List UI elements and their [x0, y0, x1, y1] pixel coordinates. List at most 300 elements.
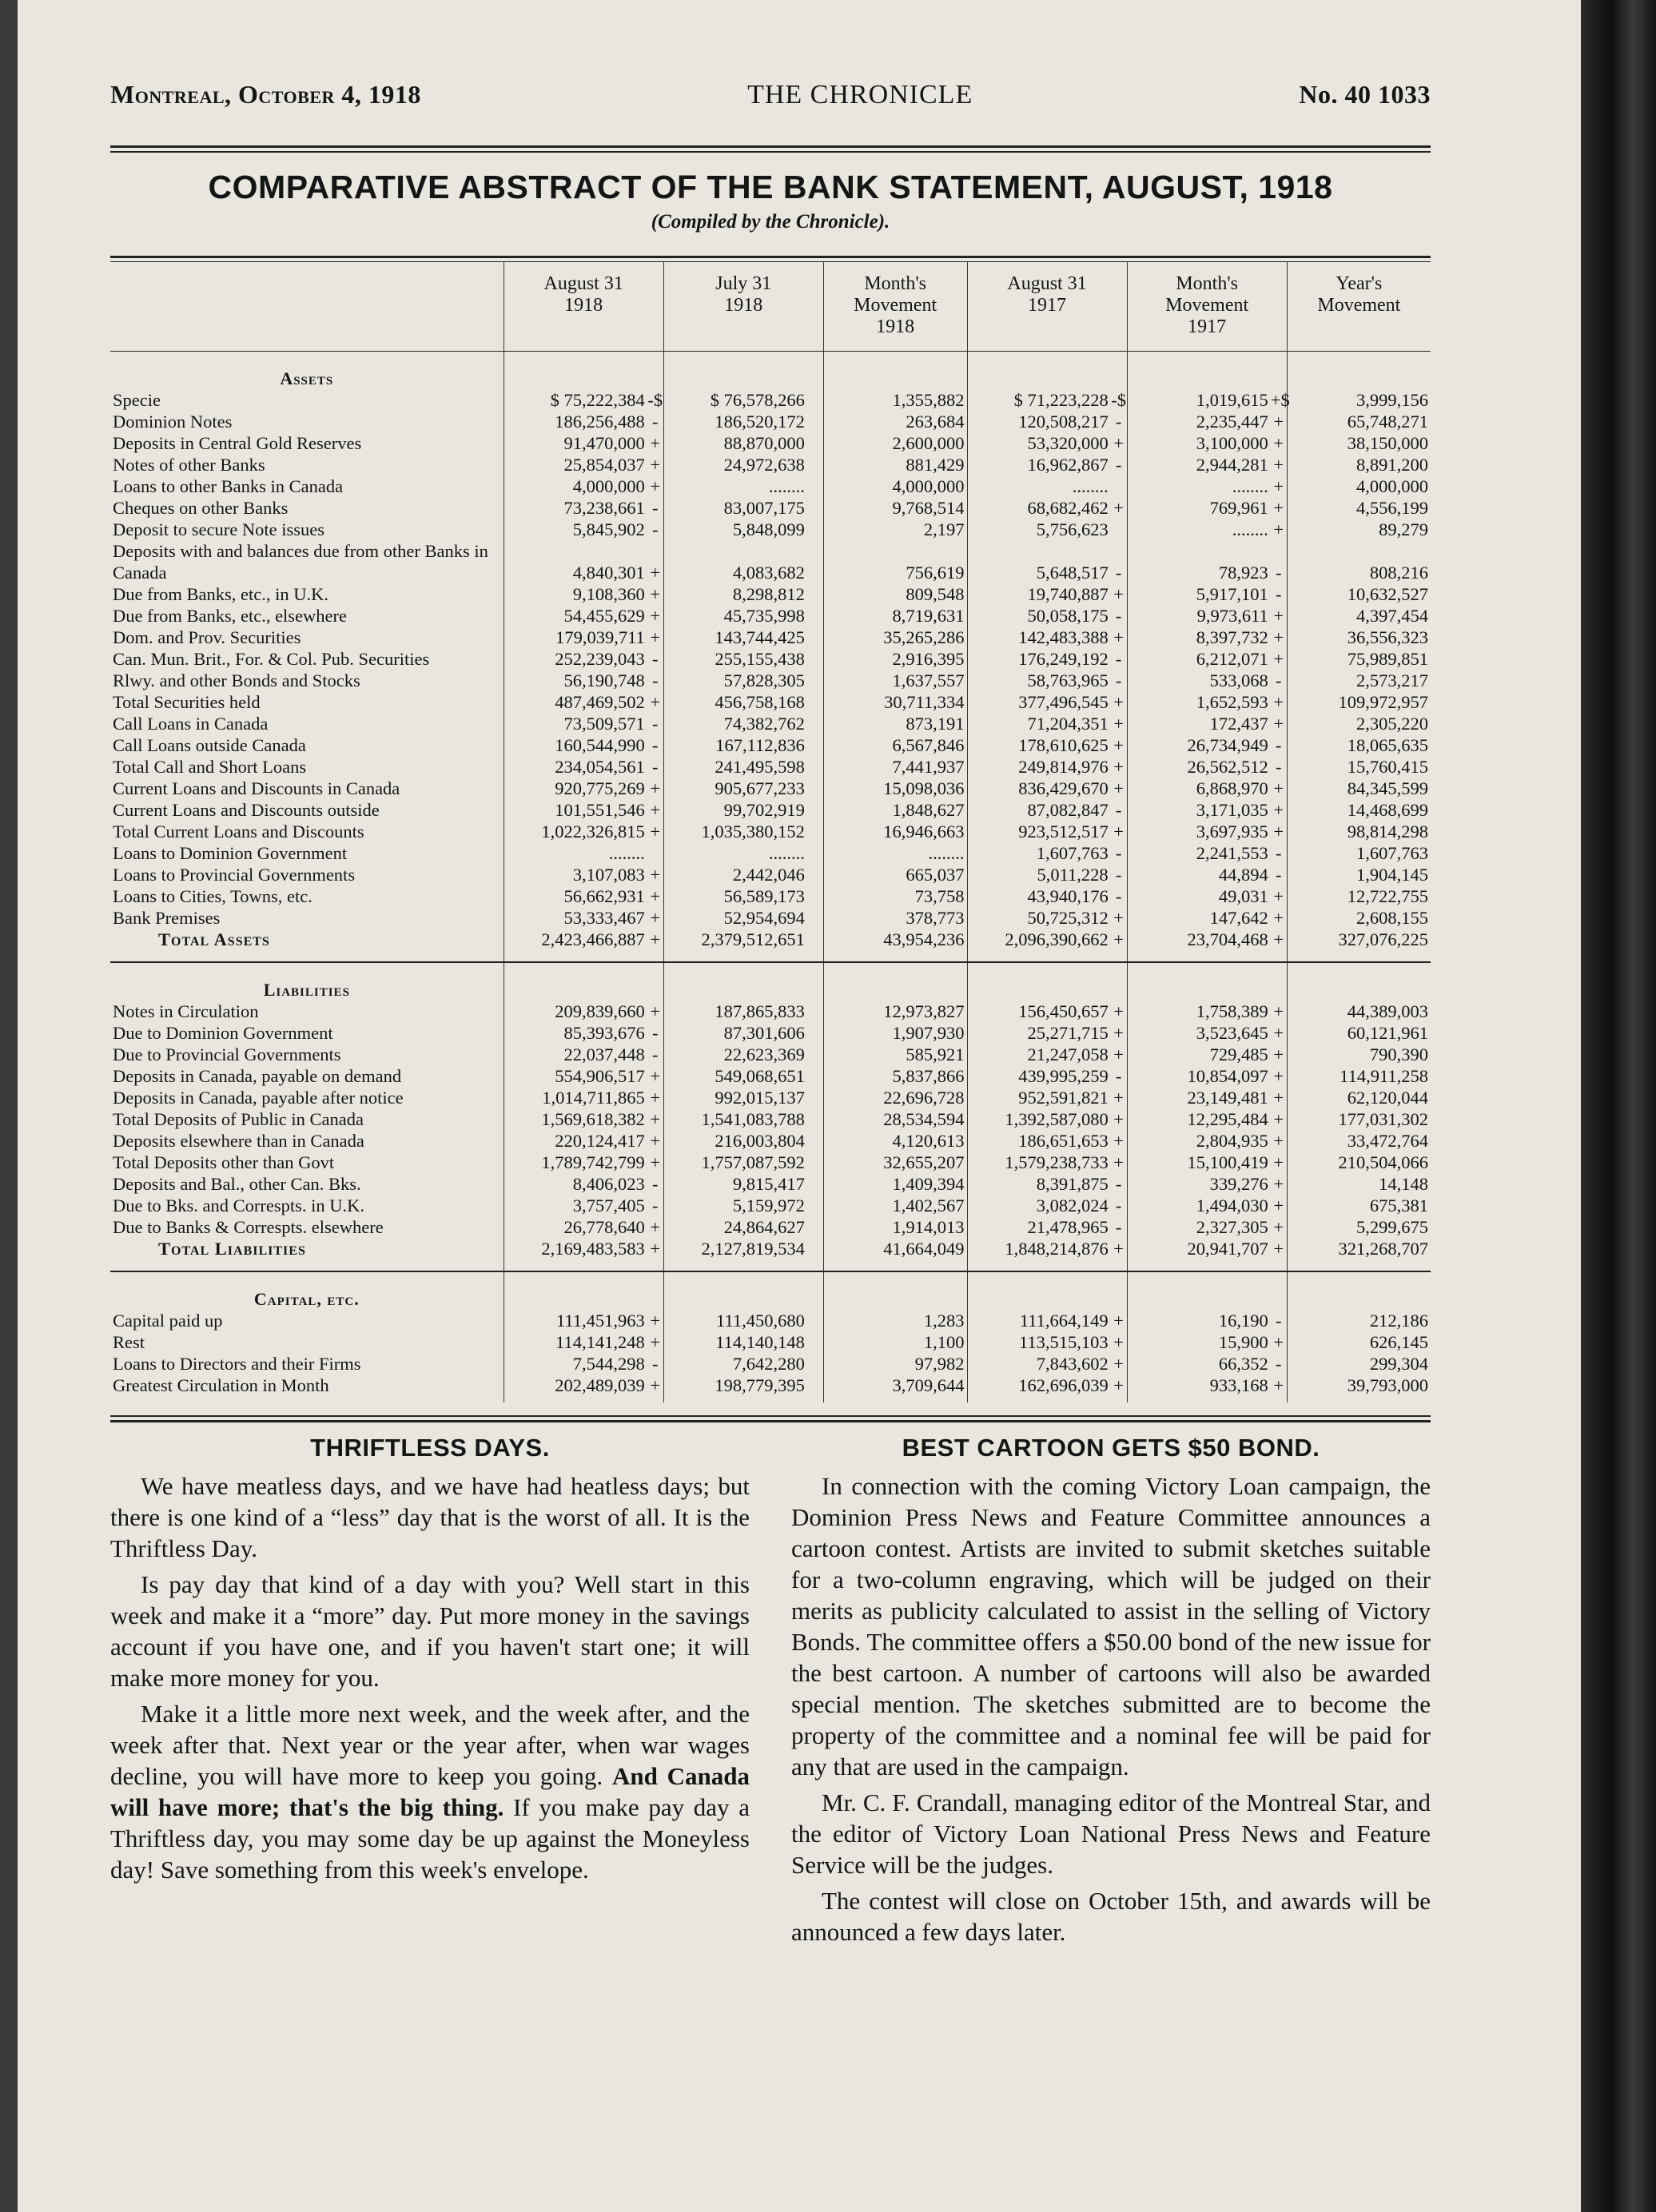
cell-year-movement: 44,389,003 [1287, 1001, 1431, 1022]
sign-month-1918: - [652, 735, 659, 755]
cell-month-movement-1917: 933,168 [1127, 1375, 1271, 1396]
section-heading-cell [1111, 352, 1127, 390]
cell-year-movement: 5,299,675 [1287, 1216, 1431, 1238]
cell-aug-1918: 111,451,963 [504, 1310, 647, 1331]
row-label: Deposits with and balances due from other Banks in Canada [113, 541, 488, 583]
cell-month-movement-1918: 809,548 [823, 583, 967, 605]
cell-aug-1917: 176,249,192 [967, 648, 1111, 670]
table-row [110, 1173, 1431, 1195]
sign-month-1918: + [650, 1332, 661, 1352]
divider-cell [1127, 1259, 1271, 1271]
cell-aug-1918: 252,239,043 [504, 648, 647, 670]
sign-month-1918: + [650, 433, 661, 453]
sign-month-1917: + [1113, 1088, 1124, 1108]
cell-jul-1918: 74,382,762 [663, 713, 807, 734]
cell-year-movement: 1,607,763 [1287, 842, 1431, 864]
table-row [110, 885, 1431, 907]
row-label: Total Liabilities [158, 1239, 306, 1259]
sign-month-1918: - [652, 1174, 659, 1194]
cell-year-movement: 4,397,454 [1287, 605, 1431, 627]
cell-aug-1917: 58,763,965 [967, 670, 1111, 691]
cell-month-movement-1917: 2,235,447 [1127, 411, 1271, 432]
cell-month-movement-1917: 533,068 [1127, 670, 1271, 691]
cell-month-movement-1917: ........ [1127, 519, 1271, 540]
sign-year: + [1273, 1196, 1284, 1215]
cell-jul-1918: 83,007,175 [663, 497, 807, 519]
table-row [110, 519, 1431, 540]
section-heading-cell [807, 352, 823, 390]
sign-month-1918: - [652, 1023, 659, 1043]
cell-aug-1917: 1,607,763 [967, 842, 1111, 864]
sign-spacer [807, 929, 823, 950]
cell-aug-1918: 56,662,931 [504, 885, 647, 907]
cell-aug-1917: 186,651,653 [967, 1130, 1111, 1152]
section-heading-cell [1287, 1271, 1431, 1310]
sign-year: + [1273, 1023, 1284, 1043]
sign-month-1917: + [1113, 1023, 1124, 1043]
cell-aug-1917: 19,740,887 [967, 583, 1111, 605]
row-label: Notes in Circulation [113, 1001, 259, 1021]
section-heading-cell [967, 962, 1111, 1001]
cell-jul-1918: 99,702,919 [663, 799, 807, 821]
cell-aug-1917: 16,962,867 [967, 454, 1111, 475]
section-heading-cell [1127, 352, 1271, 390]
table-row [110, 821, 1431, 842]
cell-aug-1918: 7,544,298 [504, 1353, 647, 1375]
sign-month-1918: + [650, 822, 661, 841]
table-row [110, 1353, 1431, 1375]
cell-aug-1917: 50,058,175 [967, 605, 1111, 627]
sign-month-1917: + [1113, 1332, 1124, 1352]
sign-month-1918: - [652, 714, 659, 734]
row-label: Notes of other Banks [113, 455, 265, 475]
sign-month-1918: + [650, 563, 661, 583]
row-label: Due from Banks, etc., elsewhere [113, 606, 348, 626]
sign-month-1918: + [650, 929, 661, 949]
sign-month-1917: - [1115, 1174, 1122, 1194]
table-row [110, 691, 1431, 713]
section-heading-cell [1271, 1271, 1287, 1310]
cell-month-movement-1917: 1,758,389 [1127, 1001, 1271, 1022]
table-row [110, 605, 1431, 627]
sign-month-1918: + [650, 584, 661, 604]
sign-spacer [807, 821, 823, 842]
sign-spacer [807, 907, 823, 929]
cell-month-movement-1918: 585,921 [823, 1044, 967, 1065]
cell-aug-1917: 113,515,103 [967, 1331, 1111, 1353]
sign-spacer [807, 1130, 823, 1152]
column-header-month-movement-1918: Month's Movement 1918 [823, 262, 967, 352]
sign-year: + [1273, 1044, 1284, 1064]
article-title: BEST CARTOON GETS $50 BOND. [902, 1434, 1320, 1462]
sign-year: - [1275, 584, 1282, 604]
cell-aug-1917: 7,843,602 [967, 1353, 1111, 1375]
statement-title: COMPARATIVE ABSTRACT OF THE BANK STATEMENT, AUGUST, 1918 [208, 169, 1333, 205]
cell-aug-1918: 220,124,417 [504, 1130, 647, 1152]
divider-cell [663, 950, 807, 962]
statement-body [110, 352, 1431, 1403]
sign-month-1918: - [652, 1196, 659, 1215]
divider-cell [1287, 950, 1431, 962]
sign-month-1918: + [650, 476, 661, 496]
cell-month-movement-1917: 26,734,949 [1127, 734, 1271, 756]
section-heading: Liabilities [263, 980, 350, 1000]
table-row [110, 1195, 1431, 1216]
sign-month-1918: + [650, 886, 661, 906]
sign-year: - [1275, 670, 1282, 690]
table-row [110, 929, 1431, 950]
sign-month-1917: + [1113, 1239, 1124, 1259]
cell-aug-1918: 1,014,711,865 [504, 1087, 647, 1108]
section-heading-cell [647, 352, 663, 390]
sign-year: - [1275, 865, 1282, 885]
section-heading-cell [1127, 1271, 1271, 1310]
section-heading-cell [1287, 352, 1431, 390]
cell-jul-1918: 1,035,380,152 [663, 821, 807, 842]
page-content [110, 80, 1431, 1952]
cell-year-movement: 321,268,707 [1287, 1238, 1431, 1259]
cell-jul-1918: 114,140,148 [663, 1331, 807, 1353]
sign-month-1918: + [650, 778, 661, 798]
pad-cell [663, 1396, 807, 1402]
table-row [110, 497, 1431, 519]
divider-cell [1271, 950, 1287, 962]
cell-aug-1917: 87,082,847 [967, 799, 1111, 821]
row-label: Loans to Cities, Towns, etc. [113, 886, 312, 906]
cell-month-movement-1917: ........ [1127, 475, 1271, 497]
section-heading: Capital, etc. [253, 1289, 360, 1309]
cell-jul-1918: 187,865,833 [663, 1001, 807, 1022]
sign-month-1918: + [650, 1239, 661, 1259]
cell-month-movement-1917: 2,241,553 [1127, 842, 1271, 864]
cell-year-movement: 2,608,155 [1287, 907, 1431, 929]
sign-spacer [807, 648, 823, 670]
cell-month-movement-1918: 1,914,013 [823, 1216, 967, 1238]
sign-spacer [807, 1108, 823, 1130]
divider-cell [663, 1259, 807, 1271]
cell-aug-1917: 5,648,517 [967, 540, 1111, 583]
cell-aug-1917: 21,478,965 [967, 1216, 1111, 1238]
cell-aug-1918: 22,037,448 [504, 1044, 647, 1065]
article-thriftless-days [110, 1430, 750, 1952]
cell-aug-1917: 25,271,715 [967, 1022, 1111, 1044]
bank-statement-table [110, 262, 1431, 1402]
divider-cell [1111, 1259, 1127, 1271]
table-row [110, 1001, 1431, 1022]
cell-year-movement: 60,121,961 [1287, 1022, 1431, 1044]
section-heading-cell [967, 352, 1111, 390]
cell-jul-1918: 255,155,438 [663, 648, 807, 670]
cell-month-movement-1918: 756,619 [823, 540, 967, 583]
table-row [110, 1022, 1431, 1044]
cell-month-movement-1918: 665,037 [823, 864, 967, 885]
cell-year-movement: 98,814,298 [1287, 821, 1431, 842]
sign-spacer [807, 1238, 823, 1259]
sign-month-1917: + [1113, 1044, 1124, 1064]
cell-jul-1918: 2,442,046 [663, 864, 807, 885]
cell-month-movement-1918: 9,768,514 [823, 497, 967, 519]
sign-month-1918: + [650, 1217, 661, 1237]
cell-aug-1918: 53,333,467 [504, 907, 647, 929]
cell-month-movement-1918: 32,655,207 [823, 1152, 967, 1173]
cell-jul-1918: 22,623,369 [663, 1044, 807, 1065]
cell-jul-1918: 2,127,819,534 [663, 1238, 807, 1259]
cell-aug-1918: 209,839,660 [504, 1001, 647, 1022]
cell-jul-1918: 24,972,638 [663, 454, 807, 475]
sign-month-1917: - [1115, 843, 1122, 863]
cell-aug-1918: 202,489,039 [504, 1375, 647, 1396]
table-row [110, 1310, 1431, 1331]
cell-month-movement-1917: 5,917,101 [1127, 583, 1271, 605]
sign-year: + [1273, 1332, 1284, 1352]
table-row [110, 1331, 1431, 1353]
sign-month-1917: + [1113, 908, 1124, 928]
cell-jul-1918: 198,779,395 [663, 1375, 807, 1396]
sign-year: - [1275, 735, 1282, 755]
sign-month-1917: + [1113, 498, 1124, 518]
sign-month-1917: - [1115, 800, 1122, 820]
row-label: Capital paid up [113, 1311, 223, 1331]
section-heading-cell [663, 962, 807, 1001]
cell-aug-1918: 26,778,640 [504, 1216, 647, 1238]
row-label: Deposit to secure Note issues [113, 519, 324, 539]
cell-aug-1917: 5,756,623 [967, 519, 1111, 540]
cell-jul-1918: 905,677,233 [663, 778, 807, 799]
section-heading-cell [647, 962, 663, 1001]
sign-spacer [807, 734, 823, 756]
cell-jul-1918: ........ [663, 842, 807, 864]
sign-year: + [1273, 800, 1284, 820]
cell-month-movement-1918: 4,120,613 [823, 1130, 967, 1152]
row-label: Call Loans outside Canada [113, 735, 306, 755]
sign-spacer [807, 756, 823, 778]
cell-aug-1918: 186,256,488 [504, 411, 647, 432]
cell-aug-1918: 1,789,742,799 [504, 1152, 647, 1173]
cell-year-movement: 10,632,527 [1287, 583, 1431, 605]
sign-year: + [1273, 519, 1284, 539]
article-paragraph: In connection with the coming Victory Loan campaign, the Dominion Press News and Feature Committee announces a cartoon contest. Artists are invited to submit sketches suitable for a two-column engraving, which will be judged on their merits as publicity calculated to assist in the selling of Victory Bonds. The committee offers a $50.00 bond of the new issue for the best cartoon. A number of cartoons will also be awarded special mention. The sketches submitted are to become the property of the committee and a nominal fee will be paid for any that are used in the campaign. [791, 1472, 1431, 1780]
cell-year-movement: 15,760,415 [1287, 756, 1431, 778]
cell-year-movement: 2,573,217 [1287, 670, 1431, 691]
sign-month-1917: - [1115, 563, 1122, 583]
cell-aug-1917: 120,508,217 [967, 411, 1111, 432]
cell-month-movement-1917: 1,494,030 [1127, 1195, 1271, 1216]
cell-aug-1918: 4,000,000 [504, 475, 647, 497]
cell-month-movement-1917: 78,923 [1127, 540, 1271, 583]
table-row [110, 1238, 1431, 1259]
cell-month-movement-1917: 26,562,512 [1127, 756, 1271, 778]
article-best-cartoon [791, 1430, 1431, 1952]
section-heading-cell [823, 352, 967, 390]
cell-month-movement-1918: 43,954,236 [823, 929, 967, 950]
sign-month-1918: + [650, 800, 661, 820]
cell-year-movement: 2,305,220 [1287, 713, 1431, 734]
section-heading-cell [1127, 962, 1271, 1001]
section-heading-row [110, 352, 1431, 390]
cell-month-movement-1918: 1,907,930 [823, 1022, 967, 1044]
pad-cell [504, 1396, 647, 1402]
cell-aug-1917: 952,591,821 [967, 1087, 1111, 1108]
sign-year: + [1273, 929, 1284, 949]
header-rule [110, 145, 1431, 153]
section-heading-cell [823, 962, 967, 1001]
sign-year: + [1273, 1239, 1284, 1259]
sign-year: + [1273, 908, 1284, 928]
sign-spacer [807, 885, 823, 907]
cell-aug-1917: 249,814,976 [967, 756, 1111, 778]
cell-month-movement-1917: 3,100,000 [1127, 432, 1271, 454]
cell-month-movement-1918: 73,758 [823, 885, 967, 907]
cell-aug-1917: 8,391,875 [967, 1173, 1111, 1195]
column-header-month-movement-1917: Month's Movement 1917 [1127, 262, 1287, 352]
cell-month-movement-1917: 66,352 [1127, 1353, 1271, 1375]
cell-year-movement: 1,904,145 [1287, 864, 1431, 885]
sign-year: + [1273, 1217, 1284, 1237]
column-header-year-movement: Year's Movement [1287, 262, 1431, 352]
cell-aug-1918: 54,455,629 [504, 605, 647, 627]
column-header-blank [110, 262, 504, 352]
sign-month-1918: - [652, 757, 659, 777]
cell-year-movement: 675,381 [1287, 1195, 1431, 1216]
sign-spacer [807, 475, 823, 497]
row-label: Total Deposits other than Govt [113, 1152, 335, 1172]
cell-month-movement-1917: 20,941,707 [1127, 1238, 1271, 1259]
cell-month-movement-1917: 729,485 [1127, 1044, 1271, 1065]
cell-month-movement-1918: 263,684 [823, 411, 967, 432]
cell-year-movement: 39,793,000 [1287, 1375, 1431, 1396]
divider-cell [1271, 1259, 1287, 1271]
statement-subtitle: (Compiled by the Chronicle). [651, 211, 890, 233]
sign-spacer [807, 1216, 823, 1238]
sign-month-1917: + [1113, 822, 1124, 841]
table-row [110, 454, 1431, 475]
row-label: Cheques on other Banks [113, 498, 289, 518]
sign-month-1918: + [650, 1066, 661, 1086]
sign-year: + [1273, 1066, 1284, 1086]
sign-spacer [807, 627, 823, 648]
cell-aug-1917: 21,247,058 [967, 1044, 1111, 1065]
row-label: Dom. and Prov. Securities [113, 627, 301, 647]
table-row [110, 540, 1431, 583]
section-divider [110, 1259, 1431, 1271]
sign-spacer [807, 454, 823, 475]
cell-year-movement: 4,556,199 [1287, 497, 1431, 519]
cell-aug-1917: 53,320,000 [967, 432, 1111, 454]
table-row [110, 864, 1431, 885]
cell-aug-1918: 1,022,326,815 [504, 821, 647, 842]
section-heading-cell [823, 1271, 967, 1310]
sign-year: - [1275, 563, 1282, 583]
divider-cell [1111, 950, 1127, 962]
cell-month-movement-1917: 23,704,468 [1127, 929, 1271, 950]
sign-month-1917: - [1115, 865, 1122, 885]
table-row [110, 1065, 1431, 1087]
cell-aug-1918: 487,469,502 [504, 691, 647, 713]
section-heading-cell [967, 1271, 1111, 1310]
row-label: Dominion Notes [113, 412, 233, 432]
column-header-aug-1918: August 31 1918 [504, 262, 663, 352]
cell-aug-1918: 4,840,301 [504, 540, 647, 583]
sign-spacer [807, 411, 823, 432]
cell-jul-1918: 1,757,087,592 [663, 1152, 807, 1173]
cell-month-movement-1917: 8,397,732 [1127, 627, 1271, 648]
cell-month-movement-1918: 2,916,395 [823, 648, 967, 670]
cell-month-movement-1918: 15,098,036 [823, 778, 967, 799]
cell-month-movement-1918: 8,719,631 [823, 605, 967, 627]
row-label: Rlwy. and other Bonds and Stocks [113, 670, 360, 690]
cell-aug-1918: 85,393,676 [504, 1022, 647, 1044]
cell-aug-1918: 25,854,037 [504, 454, 647, 475]
sign-year: + [1273, 714, 1284, 734]
sign-month-1917: - [1115, 1066, 1122, 1086]
section-heading-cell [647, 1271, 663, 1310]
cell-aug-1917: 2,096,390,662 [967, 929, 1111, 950]
sign-spacer [807, 1152, 823, 1173]
section-heading-cell [1271, 962, 1287, 1001]
column-header-row [110, 262, 1431, 352]
divider-cell [504, 950, 647, 962]
sign-spacer [807, 1001, 823, 1022]
cell-month-movement-1918: 873,191 [823, 713, 967, 734]
sign-month-1917: - [1115, 886, 1122, 906]
section-heading-cell [1111, 1271, 1127, 1310]
cell-aug-1918: 73,238,661 [504, 497, 647, 519]
sign-month-1917: + [1113, 433, 1124, 453]
sign-month-1917: + [1113, 778, 1124, 798]
table-row [110, 1216, 1431, 1238]
sign-spacer [807, 778, 823, 799]
cell-aug-1917: 5,011,228 [967, 864, 1111, 885]
cell-aug-1917: 1,579,238,733 [967, 1152, 1111, 1173]
sign-year: + [1273, 822, 1284, 841]
sign-spacer [807, 1353, 823, 1375]
cell-jul-1918: 24,864,627 [663, 1216, 807, 1238]
pad-cell [1127, 1396, 1271, 1402]
cell-month-movement-1918: 97,982 [823, 1353, 967, 1375]
sign-year: - [1275, 1311, 1282, 1331]
table-end-pad [110, 1396, 1431, 1402]
sign-year: + [1273, 498, 1284, 518]
table-row [110, 1044, 1431, 1065]
cell-jul-1918: 9,815,417 [663, 1173, 807, 1195]
table-row [110, 1087, 1431, 1108]
sign-year: + [1273, 692, 1284, 712]
row-label: Specie [113, 390, 161, 410]
section-heading-cell [807, 1271, 823, 1310]
sign-month-1918: + [650, 1131, 661, 1151]
sign-year: - [1275, 1354, 1282, 1374]
sign-year: - [1275, 843, 1282, 863]
pad-cell [1287, 1396, 1431, 1402]
cell-aug-1918: 2,423,466,887 [504, 929, 647, 950]
row-label: Bank Premises [113, 908, 221, 928]
cell-year-movement: 299,304 [1287, 1353, 1431, 1375]
cell-aug-1917: 71,204,351 [967, 713, 1111, 734]
row-label: Deposits in Central Gold Reserves [113, 433, 362, 453]
cell-jul-1918: 1,541,083,788 [663, 1108, 807, 1130]
section-heading-row [110, 1271, 1431, 1310]
cell-month-movement-1918: 35,265,286 [823, 627, 967, 648]
table-row [110, 734, 1431, 756]
sign-month-1918: - [652, 670, 659, 690]
cell-aug-1918: ........ [504, 842, 647, 864]
row-label: Loans to Directors and their Firms [113, 1354, 361, 1374]
divider-cell [823, 1259, 967, 1271]
cell-month-movement-1918: 5,837,866 [823, 1065, 967, 1087]
cell-aug-1917: 111,664,149 [967, 1310, 1111, 1331]
cell-year-movement: 36,556,323 [1287, 627, 1431, 648]
sign-year: + [1273, 649, 1284, 669]
